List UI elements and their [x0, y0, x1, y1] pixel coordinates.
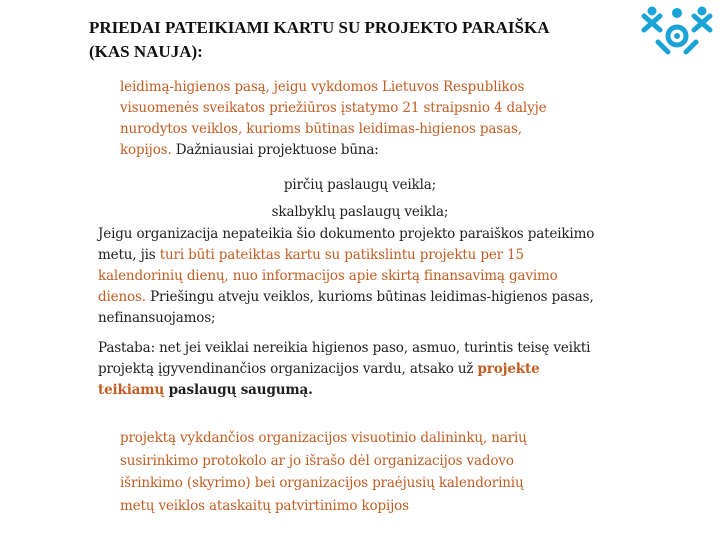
text-line: Pastaba: net jei veiklai nereikia higienos paso, asmuo, turintis teisę veikti	[98, 340, 591, 356]
text-line: metų veiklos ataskaitų patvirtinimo kopijos	[120, 497, 409, 514]
text-line: metu, jis	[98, 247, 160, 263]
text-line: Dažniausiai projektuose būna:	[171, 142, 379, 158]
title-line: (KAS NAUJA):	[89, 42, 203, 61]
text-line: kalendorinių dienų, nuo informacijos apie skirtą finansavimą gavimo	[98, 268, 558, 284]
text-line: projektą įgyvendinančios organizacijos vardu, atsako už	[98, 361, 478, 377]
text-line: susirinkimo protokolo ar jo išrašo dėl organizacijos vadovo	[120, 452, 514, 469]
text-line: projekte	[477, 361, 540, 377]
text-line: teikiamų	[98, 382, 165, 398]
text-line: nefinansuojamos;	[98, 310, 216, 326]
list-item	[120, 77, 546, 161]
people-circle-logo-icon	[638, 6, 716, 58]
text-line: dienos.	[98, 289, 146, 305]
example-item: skalbyklų paslaugų veikla;	[271, 204, 449, 220]
text-line: Jeigu organizacija nepateikia šio dokumento projekto paraiškos pateikimo	[98, 226, 595, 242]
text-line: leidimą-higienos pasą, jeigu vykdomos Lietuvos Respublikos	[120, 79, 525, 95]
text-line: nurodytos veiklos, kurioms būtinas leidimas-higienos pasas,	[120, 121, 522, 137]
examples-list	[220, 172, 500, 226]
title-line: PRIEDAI PATEIKIAMI KARTU SU PROJEKTO PARAIŠKA	[89, 18, 550, 37]
text-line: išrinkimo (skyrimo) bei organizacijos praėjusių kalendorinių	[120, 475, 524, 491]
text-line: paslaugų saugumą.	[164, 382, 313, 398]
text-line: turi būti pateiktas kartu su patikslintu projektu per 15	[159, 247, 524, 263]
text-line: projektą vykdančios organizacijos visuotinio dalininkų, narių	[120, 430, 527, 446]
text-line: visuomenės sveikatos priežiūros įstatymo 21 straipsnio 4 dalyje	[120, 100, 547, 116]
condition-paragraph	[98, 224, 594, 329]
page-title	[89, 16, 649, 64]
list-item	[120, 427, 527, 517]
note-paragraph	[98, 338, 590, 401]
text-line: Priešingu atveju veiklos, kurioms būtinas leidimas-higienos pasas,	[145, 289, 594, 305]
example-item: pirčių paslaugų veikla;	[283, 177, 437, 193]
text-line: kopijos.	[120, 142, 172, 158]
